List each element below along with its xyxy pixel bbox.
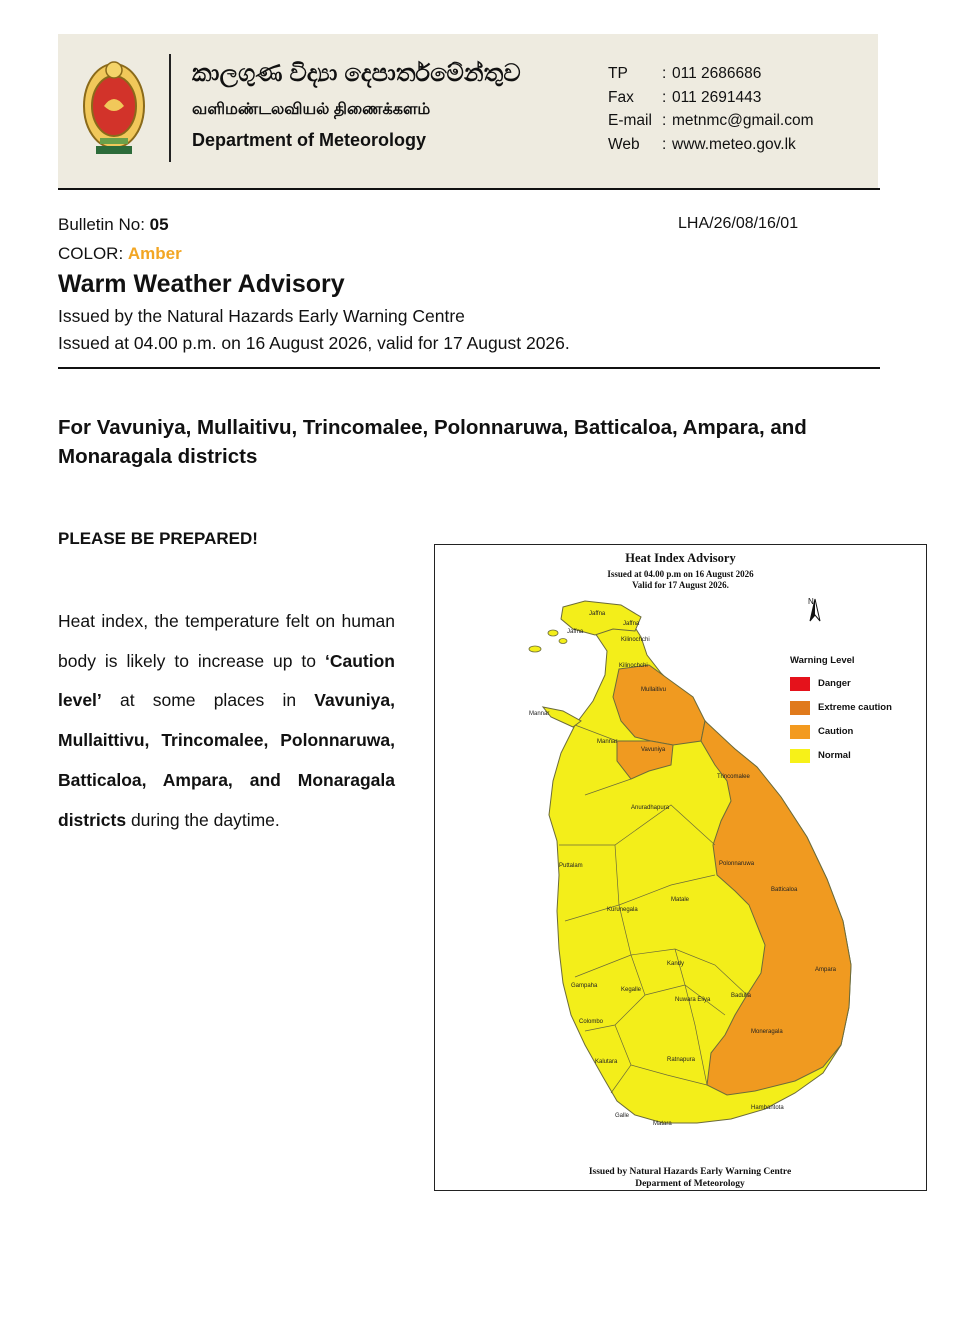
heat-index-map — [434, 544, 927, 1191]
district-label: Hambantota — [751, 1105, 784, 1111]
map-legend — [790, 655, 892, 773]
district-label: Jaffna — [589, 611, 606, 617]
section-rule — [58, 367, 880, 369]
legend-swatch — [790, 749, 810, 763]
district-label: Jaffna — [623, 621, 640, 627]
district-label: Galle — [615, 1113, 630, 1119]
district-label: Kurunegala — [607, 907, 638, 913]
district-label: Colombo — [579, 1019, 604, 1025]
district-label: Mannar — [597, 739, 618, 745]
map-footer-department: Deparment of Meteorology — [635, 1179, 745, 1189]
issued-by: Issued by the Natural Hazards Early Warning Centre — [58, 306, 465, 326]
issued-at: Issued at 04.00 p.m. on 16 August 2026, valid for 17 August 2026. — [58, 333, 570, 353]
prepared-notice: PLEASE BE PREPARED! — [58, 529, 258, 548]
header-divider — [169, 54, 171, 162]
district-label: Kegalle — [621, 987, 642, 993]
northern-islets — [529, 630, 567, 652]
contact-block — [608, 62, 813, 156]
contact-web[interactable]: Web : www.meteo.gov.lk — [608, 135, 796, 153]
district-label: Vavuniya — [641, 747, 666, 753]
contact-fax: Fax : 011 2691443 — [608, 88, 762, 106]
bulletin-number: Bulletin No: 05 — [58, 215, 169, 234]
contact-email[interactable]: E-mail : metnmc@gmail.com — [608, 112, 814, 129]
mannar-island — [543, 707, 581, 727]
district-label: Matara — [653, 1121, 672, 1127]
legend-swatch — [790, 701, 810, 715]
district-label: Kalutara — [595, 1059, 618, 1065]
district-label: Jaffna — [567, 629, 584, 635]
district-label: Batticaloa — [771, 887, 798, 893]
org-name-sinhala: කාලගුණ විද්‍යා දෙපාර්තමේන්තුව — [192, 60, 521, 87]
sri-lanka-emblem-icon — [78, 54, 150, 158]
district-label: Badulla — [731, 993, 752, 999]
district-label: Ratnapura — [667, 1057, 696, 1063]
district-label: Puttalam — [559, 863, 583, 869]
district-label: Anuradhapura — [631, 805, 670, 811]
district-label: Gampaha — [571, 983, 598, 989]
map-footer-issued: Issued by Natural Hazards Early Warning Centre — [588, 1167, 792, 1177]
north-arrow-icon: N — [808, 597, 814, 606]
map-title: Heat Index Advisory — [625, 551, 736, 565]
advisory-paragraph: Heat index, the temperature felt on human body is likely to increase up to ‘Caution level’ at some places in Vavuniya, Mullaittivu, Trincomalee, Polonnaruwa, Batticaloa, Ampara, and Monaragala districts during the daytime. — [58, 611, 395, 830]
legend-swatch — [790, 725, 810, 739]
district-label: Trincomalee — [717, 774, 750, 780]
bulletin-reference: LHA/26/08/16/01 — [678, 215, 799, 232]
legend-item-extreme-caution: Extreme caution — [790, 701, 892, 714]
header-rule — [58, 188, 880, 190]
district-label: Ampara — [815, 967, 837, 973]
district-label: Moneragala — [751, 1029, 783, 1035]
bulletin-color: COLOR: Amber — [58, 244, 182, 263]
legend-item-danger: Danger — [790, 677, 892, 690]
map-subtitle-issued: Issued at 04.00 p.m on 16 August 2026 — [607, 569, 754, 579]
org-name-english: Department of Meteorology — [192, 130, 427, 150]
legend-title: Warning Level — [790, 655, 855, 666]
districts-heading: For Vavuniya, Mullaitivu, Trincomalee, Polonnaruwa, Batticaloa, Ampara, and Monaragala districts — [58, 416, 807, 468]
district-label: Polonnaruwa — [719, 861, 755, 867]
legend-item-caution: Caution — [790, 725, 892, 738]
district-label: Kilinochchi — [621, 637, 650, 643]
district-label: Kilinochchi — [619, 663, 648, 669]
district-label: Kandy — [667, 961, 685, 967]
district-label: Mullaitivu — [641, 687, 667, 693]
sri-lanka-map — [435, 545, 926, 1190]
district-label: Nuwara Eliya — [675, 997, 711, 1003]
map-subtitle-valid: Valid for 17 August 2026. — [632, 580, 729, 590]
contact-phone: TP : 011 2686686 — [608, 65, 762, 82]
page-title: Warm Weather Advisory — [58, 270, 345, 298]
district-label: Matale — [671, 897, 690, 903]
org-name-tamil: வளிமண்டலவியல் திணைக்களம் — [192, 101, 431, 118]
legend-item-normal: Normal — [790, 749, 892, 762]
district-label: Mannar — [529, 711, 550, 717]
legend-swatch — [790, 677, 810, 691]
